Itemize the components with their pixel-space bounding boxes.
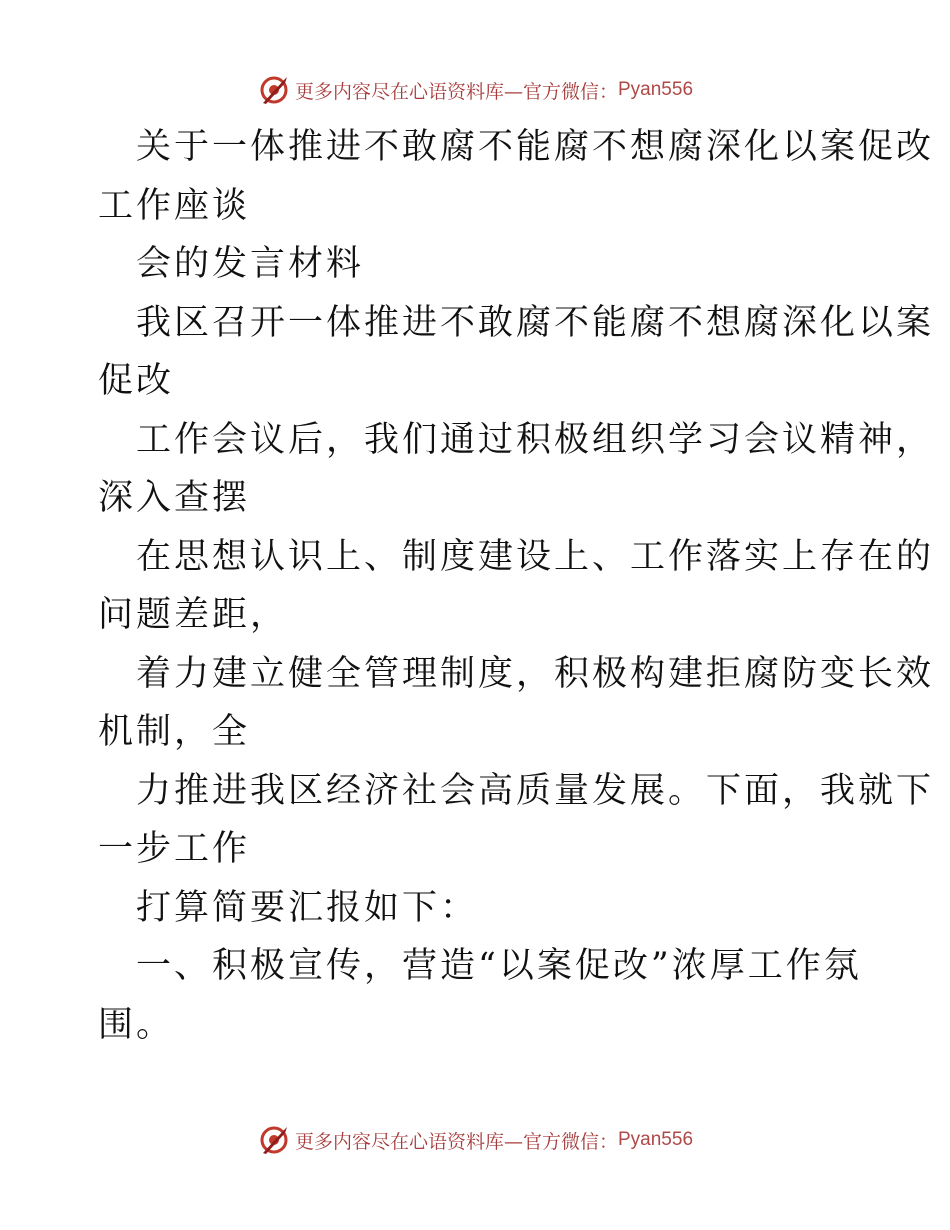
document-line: 围。 (98, 1004, 175, 1045)
footer-watermark (0, 1120, 950, 1160)
document-line: 会的发言材料 (136, 244, 365, 284)
document-line: 工作会议后，我们通过积极组织学习会议精神， (136, 419, 935, 460)
document-line: 一步工作 (98, 829, 251, 869)
pen-logo-icon (257, 73, 291, 107)
watermark-wechat-id: Pyan556 (618, 1129, 694, 1150)
watermark-wechat-id: Pyan556 (618, 79, 694, 100)
watermark-text: 更多内容尽在心语资料库—官方微信： (294, 80, 618, 103)
header-watermark (0, 70, 950, 110)
document-line: 一、积极宣传，营造“以案促改”浓厚工作氛 (136, 946, 862, 986)
document-line: 深入查摆 (98, 478, 251, 518)
watermark-text: 更多内容尽在心语资料库—官方微信： (294, 1130, 618, 1153)
document-body (98, 118, 935, 1054)
pen-logo-icon (257, 1123, 291, 1157)
document-line: 促改 (98, 361, 175, 401)
document-line: 打算简要汇报如下： (136, 887, 479, 928)
document-line: 在思想认识上、制度建设上、工作落实上存在的 (136, 536, 935, 577)
document-line: 着力建立健全管理制度，积极构建拒腐防变长效 (136, 653, 935, 694)
document-line: 关于一体推进不敢腐不能腐不想腐深化以案促改 (136, 127, 935, 167)
document-line: 力推进我区经济社会高质量发展。下面，我就下 (136, 770, 935, 811)
document-line: 机制，全 (98, 712, 251, 752)
document-line: 我区召开一体推进不敢腐不能腐不想腐深化以案 (136, 302, 935, 343)
document-line: 问题差距， (98, 595, 289, 635)
document-line: 工作座谈 (98, 185, 251, 226)
